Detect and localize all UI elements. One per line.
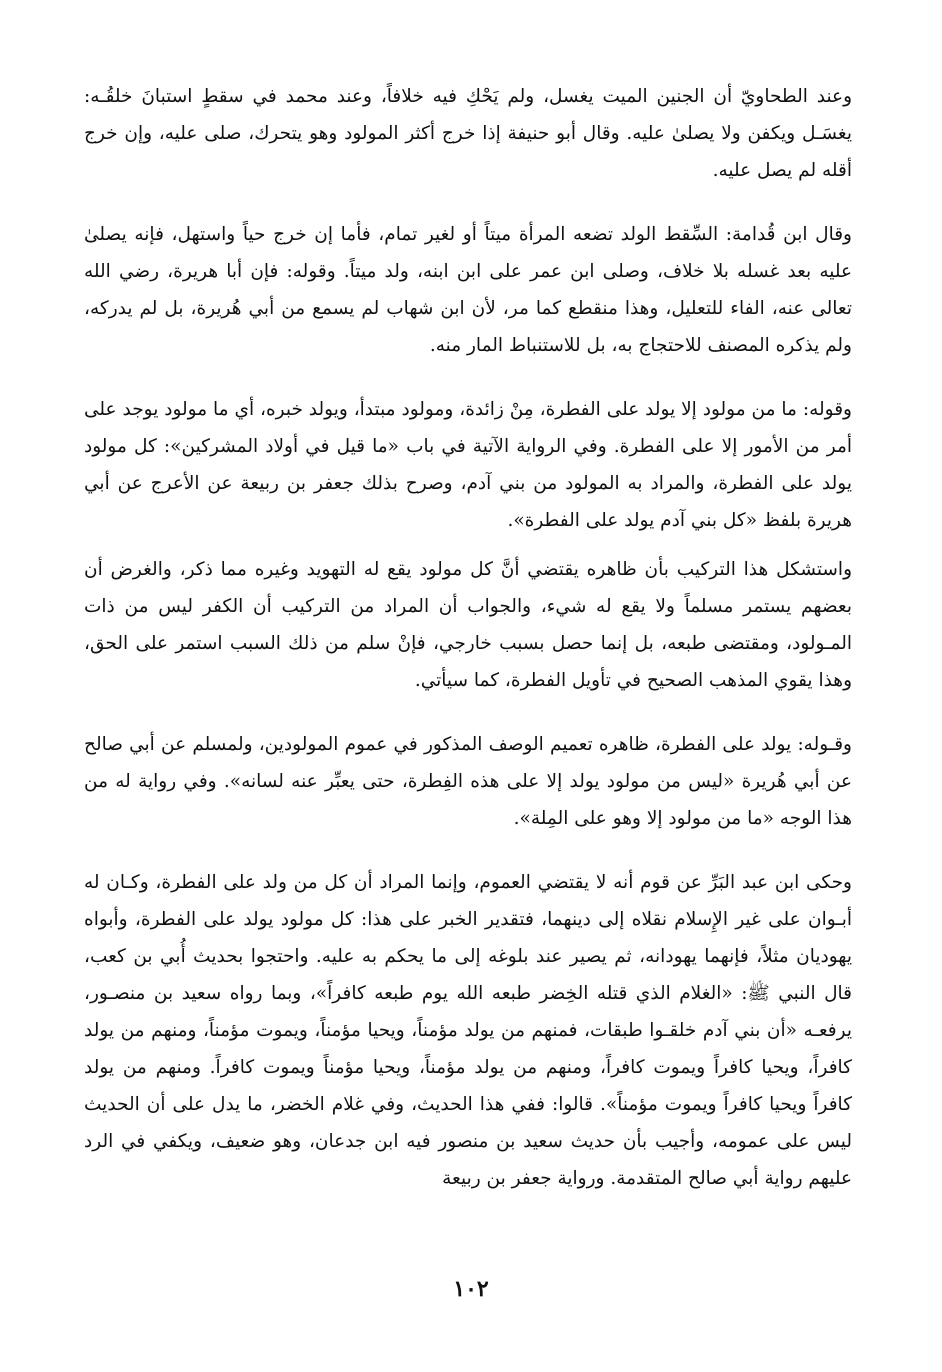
paragraph-spacer <box>84 837 852 864</box>
paragraph-4: واستشكل هذا التركيب بأن ظاهره يقتضي أنَّ كل مولود يقع له التهويد وغيره مما ذكر، والغرض أن بعضهم يستمر مسلماً ولا يقع له شيء، والجواب أن المراد من التركيب أن الكفر ليس من ذات المـولود، ومقتضى طبعه، بل إنما حصل بسبب خارجي، فإنْ سلم من ذلك السبب استمر على الحق، وهذا يقوي المذهب الصحيح في تأويل الفطرة، كما سيأتي. <box>84 559 852 691</box>
paragraph-spacer <box>84 539 852 551</box>
paragraph-5: وقـوله: يولد على الفطرة، ظاهره تعميم الوصف المذكور في عموم المولودين، ولمسلم عن أبي صالح عن أبي هُريرة «ليس من مولود يولد إلا على هذه الفِطرة، حتى يعبِّر عنه لسانه». وفي رواية له من هذا الوجه «ما من مولود إلا وهو على المِلة». <box>84 734 852 829</box>
paragraph-spacer <box>84 699 852 726</box>
paragraph-spacer <box>84 364 852 391</box>
page-number: ١٠٢ <box>453 1276 489 1302</box>
paragraph-1: وعند الطحاويّ أن الجنين الميت يغسل، ولم يَحْكِ فيه خلافاً، وعند محمد في سقطٍ استبانَ خلقُـه: يغسَـل ويكفن ولا يصلىٰ عليه. وقال أبو حنيفة إذا خرج أكثر المولود وهو يتحرك، صلى عليه، وإن خرج أقله لم يصل عليه. <box>84 86 852 181</box>
paragraph-3: وقوله: ما من مولود إلا يولد على الفطرة، مِنْ زائدة، ومولود مبتدأ، ويولد خبره، أي ما مولود يوجد على أمر من الأمور إلا على الفطرة. وفي الرواية الآتية في باب «ما قيل في أولاد المشركين»: كل مولود يولد على الفطرة، والمراد به المولود من بني آدم، وصرح بذلك جعفر بن ربيعة عن الأعرج عن أبي هريرة بلفظ «كل بني آدم يولد على الفطرة». <box>84 399 852 531</box>
paragraph-6: وحكى ابن عبد البَرِّ عن قوم أنه لا يقتضي العموم، وإنما المراد أن كل من ولد على الفطرة، وكـان له أبـوان على غير الإِسلام نقلاه إلى دينهما، فتقدير الخبر على هذا: كل مولود يولد على الفطرة، وأبواه يهوديان مثلاً، فإنهما يهودانه، ثم يصير عند بلوغه إلى ما يحكم به عليه. واحتجوا بحديث أُبي بن كعب، قال النبي ﷺ: «الغلام الذي قتله الخِضر طبعه الله يوم طبعه كافراً»، وبما رواه سعيد بن منصـور، يرفعـه «أن بني آدم خلقـوا طبقات، فمنهم من يولد مؤمناً، ويحيا مؤمناً، ويموت مؤمناً، ومنهم من يولد كافراً، ويحيا كافراً ويموت كافراً، ومنهم من يولد مؤمناً، ويحيا مؤمناً ويموت كافراً. ومنهم من يولد كافراً ويحيا كافراً ويموت مؤمناً». قالوا: ففي هذا الحديث، وفي غلام الخضر، ما يدل على أن الحديث ليس على عمومه، وأجيب بأن حديث سعيد بن منصور فيه ابن جدعان، وهو ضعيف، ويكفي في الرد عليهم رواية أبي صالح المتقدمة. ورواية جعفر بن ربيعة <box>84 872 852 1189</box>
paragraph-2: وقال ابن قُدامة: السِّقط الولد تضعه المرأة ميتاً أو لغير تمام، فأما إن خرج حياً واستهل، فإنه يصلىٰ عليه بعد غسله بلا خلاف، وصلى ابن عمر على ابن ابنه، ولد ميتاً. وقوله: فإن أبا هريرة، رضي الله تعالى عنه، الفاء للتعليل، وهذا منقطع كما مر، لأن ابن شهاب لم يسمع من أبي هُريرة، بل لم يدركه، ولم يذكره المصنف للاحتجاج به، بل للاستنباط المار منه. <box>84 224 852 356</box>
page-body <box>84 78 852 1197</box>
paragraph-spacer <box>84 189 852 216</box>
